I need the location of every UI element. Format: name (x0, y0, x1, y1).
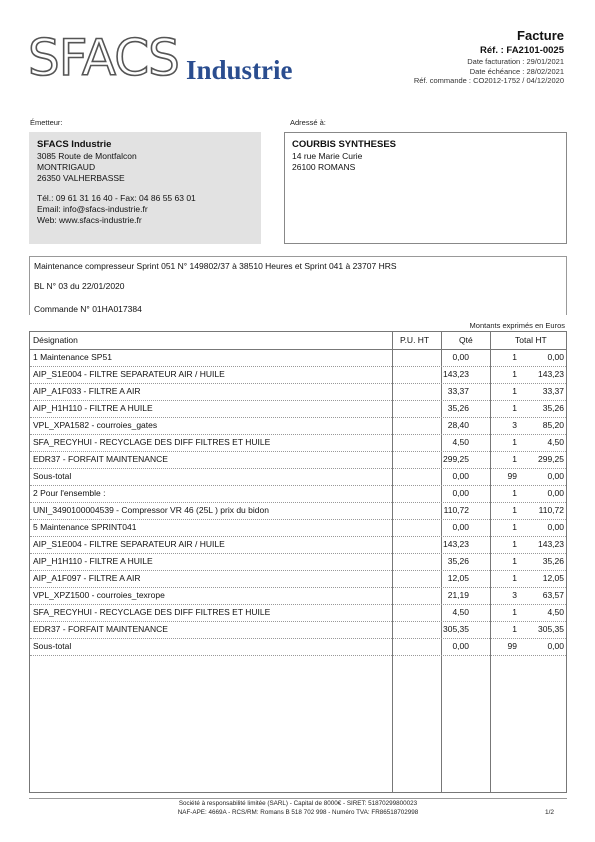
table-row (30, 553, 566, 571)
table-row (30, 383, 566, 401)
designation-cell: 5 Maintenance SPRINT041 (33, 522, 137, 532)
table-row (30, 621, 566, 639)
unit-price-cell: 0,00 (452, 488, 469, 498)
quantity-cell: 1 (512, 403, 517, 413)
total-cell: 12,05 (542, 573, 564, 583)
quantity-cell: 1 (512, 539, 517, 549)
designation-cell: AIP_A1F097 - FILTRE A AIR (33, 573, 141, 583)
total-cell: 0,00 (547, 488, 564, 498)
sender-address-line: MONTRIGAUD (37, 162, 96, 172)
total-cell: 0,00 (547, 352, 564, 362)
designation-cell: AIP_A1F033 - FILTRE A AIR (33, 386, 141, 396)
designation-cell: SFA_RECYHUI - RECYCLAGE DES DIFF FILTRES ET HUILE (33, 437, 271, 447)
header-quantity: Qté (459, 335, 473, 345)
sender-address-line: 3085 Route de Montfalcon (37, 151, 137, 161)
document-title: Facture (517, 28, 564, 43)
order-reference: Réf. commande : CO2012-1752 / 04/12/2020 (413, 76, 564, 85)
unit-price-cell: 33,37 (447, 386, 469, 396)
sender-address-line: 26350 VALHERBASSE (37, 173, 125, 183)
total-cell: 110,72 (538, 505, 564, 515)
designation-cell: AIP_H1H110 - FILTRE A HUILE (33, 403, 153, 413)
header-designation: Désignation (33, 335, 78, 345)
header-total: Total HT (515, 335, 547, 345)
designation-cell: 1 Maintenance SP51 (33, 352, 112, 362)
note-line: Commande N° 01HA017384 (34, 304, 142, 314)
unit-price-cell: 35,26 (447, 556, 469, 566)
header-unit-price: P.U. HT (400, 335, 430, 345)
designation-cell: VPL_XPA1582 - courroies_gates (33, 420, 158, 430)
sender-block (29, 132, 261, 244)
unit-price-cell: 143,23 (443, 539, 469, 549)
company-logo (28, 28, 318, 90)
total-cell: 63,57 (542, 590, 564, 600)
invoice-lines-table (29, 331, 567, 793)
unit-price-cell: 4,50 (452, 607, 469, 617)
total-cell: 85,20 (542, 420, 564, 430)
quantity-cell: 1 (512, 607, 517, 617)
quantity-cell: 1 (512, 556, 517, 566)
table-row (30, 434, 566, 452)
designation-cell: EDR37 - FORFAIT MAINTENANCE (33, 454, 168, 464)
total-cell: 33,37 (542, 386, 564, 396)
quantity-cell: 1 (512, 488, 517, 498)
sender-web: Web: www.sfacs-industrie.fr (37, 215, 142, 225)
total-cell: 35,26 (542, 556, 564, 566)
quantity-cell: 1 (512, 352, 517, 362)
designation-cell: Sous-total (33, 471, 72, 481)
unit-price-cell: 143,23 (443, 369, 469, 379)
table-row (30, 400, 566, 418)
logo-wordmark: SFACS (28, 29, 179, 87)
note-line: BL N° 03 du 22/01/2020 (34, 281, 125, 291)
sender-phone: Tél.: 09 61 31 16 40 - Fax: 04 86 55 63 01 (37, 193, 196, 203)
designation-cell: AIP_H1H110 - FILTRE A HUILE (33, 556, 153, 566)
recipient-address-line: 26100 ROMANS (292, 162, 356, 172)
recipient-block (284, 132, 567, 244)
total-cell: 143,23 (538, 369, 564, 379)
currency-note: Montants exprimés en Euros (469, 321, 565, 330)
total-cell: 143,23 (538, 539, 564, 549)
quantity-cell: 1 (512, 437, 517, 447)
designation-cell: EDR37 - FORFAIT MAINTENANCE (33, 624, 168, 634)
table-row (30, 536, 566, 554)
quantity-cell: 1 (512, 386, 517, 396)
unit-price-cell: 12,05 (447, 573, 469, 583)
designation-cell: SFA_RECYHUI - RECYCLAGE DES DIFF FILTRES ET HUILE (33, 607, 271, 617)
table-row (30, 451, 566, 469)
quantity-cell: 1 (512, 505, 517, 515)
unit-price-cell: 0,00 (452, 352, 469, 362)
unit-price-cell: 299,25 (443, 454, 469, 464)
page-number: 1/2 (544, 809, 554, 816)
total-cell: 305,35 (538, 624, 564, 634)
total-cell: 4,50 (547, 437, 564, 447)
table-row (30, 604, 566, 622)
sender-name: SFACS Industrie (37, 139, 112, 150)
sender-label: Émetteur: (30, 118, 63, 127)
unit-price-cell: 21,19 (447, 590, 469, 600)
unit-price-cell: 305,35 (443, 624, 469, 634)
unit-price-cell: 0,00 (452, 471, 469, 481)
table-row (30, 638, 566, 656)
unit-price-cell: 0,00 (452, 641, 469, 651)
table-row (30, 502, 566, 520)
table-header (30, 332, 566, 350)
designation-cell: UNI_3490100004539 - Compressor VR 46 (25L ) prix du bidon (33, 505, 269, 515)
designation-cell: AIP_S1E004 - FILTRE SEPARATEUR AIR / HUILE (33, 539, 225, 549)
table-row (30, 570, 566, 588)
quantity-cell: 3 (512, 420, 517, 430)
total-cell: 0,00 (547, 641, 564, 651)
footer-legal-line: Société à responsabilité limitée (SARL) - Capital de 8000€ - SIRET: 51870299800023 (178, 800, 418, 807)
invoice-date: Date facturation : 29/01/2021 (467, 57, 564, 66)
quantity-cell: 1 (512, 369, 517, 379)
designation-cell: Sous-total (33, 641, 72, 651)
note-line: Maintenance compresseur Sprint 051 N° 149802/37 à 38510 Heures et Sprint 041 à 23707 HRS (34, 261, 397, 271)
unit-price-cell: 110,72 (443, 505, 469, 515)
total-cell: 0,00 (547, 522, 564, 532)
table-row (30, 587, 566, 605)
recipient-name: COURBIS SYNTHESES (292, 139, 396, 150)
quantity-cell: 1 (512, 573, 517, 583)
total-cell: 0,00 (547, 471, 564, 481)
invoice-notes (29, 256, 567, 315)
total-cell: 4,50 (547, 607, 564, 617)
table-row (30, 417, 566, 435)
invoice-header (414, 28, 564, 86)
total-cell: 299,25 (538, 454, 564, 464)
table-row (30, 349, 566, 367)
unit-price-cell: 0,00 (452, 522, 469, 532)
quantity-cell: 1 (512, 454, 517, 464)
table-row (30, 366, 566, 384)
footer-divider (29, 798, 567, 799)
quantity-cell: 1 (512, 522, 517, 532)
unit-price-cell: 4,50 (452, 437, 469, 447)
sender-email: Email: info@sfacs-industrie.fr (37, 204, 148, 214)
total-cell: 35,26 (542, 403, 564, 413)
unit-price-cell: 28,40 (447, 420, 469, 430)
designation-cell: 2 Pour l'ensemble : (33, 488, 106, 498)
table-row (30, 485, 566, 503)
table-row (30, 519, 566, 537)
quantity-cell: 99 (507, 471, 517, 481)
recipient-address-line: 14 rue Marie Curie (292, 151, 363, 161)
quantity-cell: 3 (512, 590, 517, 600)
designation-cell: AIP_S1E004 - FILTRE SEPARATEUR AIR / HUILE (33, 369, 225, 379)
footer-legal-line: NAF-APE: 4669A - RCS/RM: Romans B 518 702 998 - Numéro TVA: FR86518702998 (177, 809, 419, 816)
quantity-cell: 99 (507, 641, 517, 651)
designation-cell: VPL_XPZ1500 - courroies_texrope (33, 590, 165, 600)
logo-subtitle: Industrie (186, 55, 293, 85)
table-row (30, 468, 566, 486)
unit-price-cell: 35,26 (447, 403, 469, 413)
invoice-reference: Réf. : FA2101-0025 (480, 45, 564, 56)
recipient-label: Adressé à: (290, 118, 326, 127)
due-date: Date échéance : 28/02/2021 (469, 66, 564, 76)
quantity-cell: 1 (512, 624, 517, 634)
